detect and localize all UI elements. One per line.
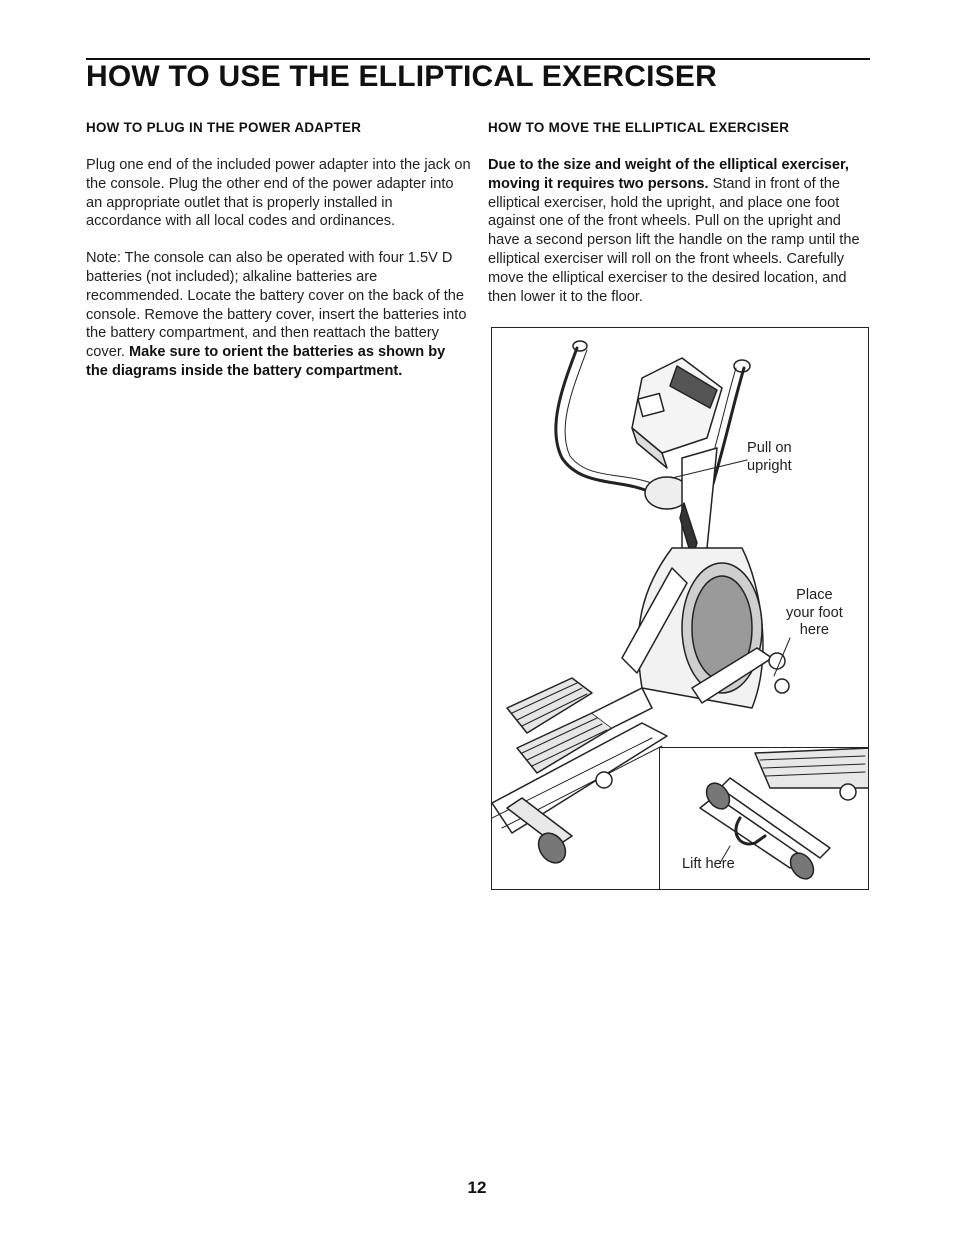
- left-column: [86, 120, 471, 399]
- place-foot-line-3: here: [799, 622, 829, 638]
- elliptical-moving-figure: [491, 327, 869, 890]
- power-adapter-paragraph: Plug one end of the included power adapter into the jack on the console. Plug the other end of the power adapter into an appropriate outlet that is properly installed in accordance with all local codes and ordinances.: [86, 157, 471, 230]
- place-foot-line-1: Place: [796, 587, 833, 603]
- battery-note-paragraph: [86, 249, 471, 381]
- move-warning-bold: Due to the size and weight of the elliptical exerciser, moving it requires two persons.: [488, 157, 849, 192]
- power-adapter-heading: HOW TO PLUG IN THE POWER ADAPTER: [86, 120, 362, 135]
- page-number: 12: [467, 1178, 487, 1197]
- move-instructions-text: Stand in front of the elliptical exerciser, hold the upright, and place one foot against one of the front wheels. Pull on the upright and have a second person lift the handle on the ramp until the elliptical exerciser will roll on the front wheels. Carefully move the elliptical exerciser to the desired location, and then lower it to the floor.: [488, 175, 860, 305]
- pull-upright-line-1: Pull on: [747, 440, 792, 456]
- battery-note-bold: Make sure to orient the batteries as shown by the diagrams inside the battery compartment.: [86, 344, 446, 379]
- place-foot-callout: [786, 587, 843, 640]
- pull-upright-callout: [747, 440, 792, 475]
- pull-upright-line-2: upright: [747, 457, 792, 474]
- lift-here-callout: Lift here: [682, 856, 735, 872]
- battery-note-text: Note: The console can also be operated with four 1.5V D batteries (not included); alkaline batteries are recommended. Locate the battery cover on the back of the console. Remove the battery cover, insert the batteries into the battery compartment, and then reattach the battery cover.: [86, 250, 467, 361]
- page-title: HOW TO USE THE ELLIPTICAL EXERCISER: [86, 60, 717, 93]
- place-foot-line-2: your foot: [786, 604, 843, 621]
- right-column: [488, 120, 873, 324]
- move-exerciser-paragraph: [488, 156, 873, 306]
- move-exerciser-heading: HOW TO MOVE THE ELLIPTICAL EXERCISER: [488, 120, 790, 135]
